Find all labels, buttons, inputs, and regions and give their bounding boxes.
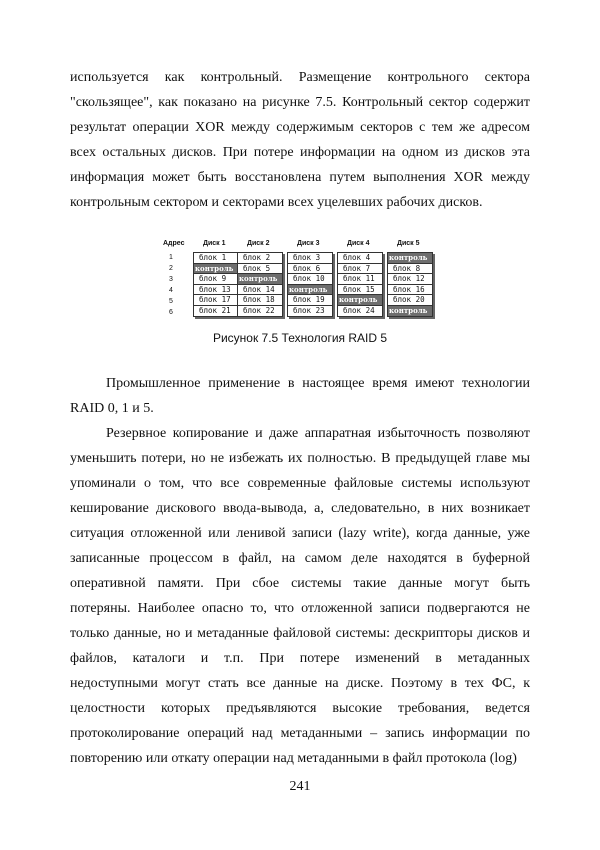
disk-header: Диск 2 xyxy=(247,240,270,247)
data-block: блок 7 xyxy=(338,264,382,275)
data-block: блок 4 xyxy=(338,253,382,264)
data-block: блок 12 xyxy=(388,274,432,285)
data-block: блок 11 xyxy=(338,274,382,285)
disk-header: Диск 1 xyxy=(203,240,226,247)
data-block: блок 6 xyxy=(288,264,332,275)
text-line: Резервное копирование и даже аппаратная избыточность позволяют xyxy=(106,426,530,441)
data-block: блок 14 xyxy=(238,285,282,296)
raid5-figure xyxy=(163,240,438,322)
data-block: блок 24 xyxy=(343,305,375,315)
data-block: блок 19 xyxy=(288,295,332,306)
address-label: 5 xyxy=(169,298,173,305)
data-block: блок 23 xyxy=(293,305,325,315)
text-line: информация может быть восстановлена путем выполнения XOR между xyxy=(70,170,530,185)
text-line: используется как контрольный. Размещение контрольного сектора xyxy=(70,70,530,85)
text-line: потеряны. Наиболее опасно то, что отложенной записи подвергаются не xyxy=(70,601,530,616)
figure-caption: Рисунок 7.5 Технология RAID 5 xyxy=(212,331,388,345)
text-line: протоколирование операций над метаданными – запись информации по xyxy=(70,726,530,741)
data-block: блок 13 xyxy=(194,285,238,296)
page-number: 241 xyxy=(289,779,311,794)
text-line: контрольным сектором и секторами всех уцелевших рабочих дисков. xyxy=(70,195,483,210)
address-label: 6 xyxy=(169,309,173,316)
text-line: Промышленное применение в настоящее время имеют технологии xyxy=(106,376,530,391)
disk-column xyxy=(337,252,383,317)
data-block: блок 8 xyxy=(388,264,432,275)
text-line: упоминали о том, что все современные файловые системы используют xyxy=(70,476,530,491)
parity-block: контроль xyxy=(194,264,238,275)
text-line: файлов, каталоги и т.п. При потере изменений в метаданных xyxy=(70,651,530,666)
text-line: целостности которых предъявляются высокие требования, ведется xyxy=(70,701,530,716)
data-block: блок 3 xyxy=(288,253,332,264)
text-line: результат операции XOR между содержимым секторов с тем же адресом xyxy=(70,120,530,135)
text-line: "скользящее", как показано на рисунке 7.5. Контрольный сектор содержит xyxy=(70,95,530,110)
parity-block: контроль xyxy=(238,274,282,285)
address-label: 4 xyxy=(169,287,173,294)
disk-column xyxy=(237,252,283,317)
parity-block: контроль xyxy=(288,285,332,296)
data-block: блок 17 xyxy=(194,295,238,306)
data-block: блок 16 xyxy=(388,285,432,296)
data-block: блок 1 xyxy=(194,253,238,264)
text-line: кеширование дискового ввода-вывода, а, следовательно, в них возникает xyxy=(70,501,530,516)
address-header: Адрес xyxy=(163,240,185,247)
text-line: ситуация отложенной или ленивой записи (lazy write), когда данные, уже xyxy=(70,526,530,541)
data-block: блок 20 xyxy=(388,295,432,306)
disk-column xyxy=(287,252,333,317)
data-block: блок 5 xyxy=(238,264,282,275)
text-line: недоступными могут стать все данные на диске. Поэтому в тех ФС, к xyxy=(70,676,530,691)
address-label: 2 xyxy=(169,265,173,272)
disk-column xyxy=(387,252,433,317)
text-line: повторению или откату операции над метаданными в файл протокола (log) xyxy=(70,751,517,766)
data-block: блок 10 xyxy=(288,274,332,285)
data-block: блок 18 xyxy=(238,295,282,306)
data-block: блок 15 xyxy=(338,285,382,296)
parity-block: контроль xyxy=(388,253,432,264)
parity-block: контроль xyxy=(388,306,432,317)
disk-header: Диск 5 xyxy=(397,240,420,247)
address-label: 3 xyxy=(169,276,173,283)
text-line: RAID 0, 1 и 5. xyxy=(70,401,154,416)
text-line: оперативной памяти. При сбое системы такие данные могут быть xyxy=(70,576,530,591)
text-line: уменьшить потери, но не избежать их полностью. В предыдущей главе мы xyxy=(70,451,530,466)
text-line: всех остальных дисков. При потере информации на одном из дисков эта xyxy=(70,145,530,160)
data-block: блок 22 xyxy=(243,305,275,315)
disk-header: Диск 3 xyxy=(297,240,320,247)
parity-block: контроль xyxy=(338,295,382,306)
disk-header: Диск 4 xyxy=(347,240,370,247)
text-line: только данные, но и метаданные файловой системы: дескрипторы дисков и xyxy=(70,626,530,641)
text-line: записанные процессом в файл, на самом деле находятся в буферной xyxy=(70,551,530,566)
data-block: блок 2 xyxy=(238,253,282,264)
data-block: блок 9 xyxy=(194,274,238,285)
disk-column xyxy=(193,252,239,317)
address-label: 1 xyxy=(169,254,173,261)
data-block: блок 21 xyxy=(199,305,231,315)
